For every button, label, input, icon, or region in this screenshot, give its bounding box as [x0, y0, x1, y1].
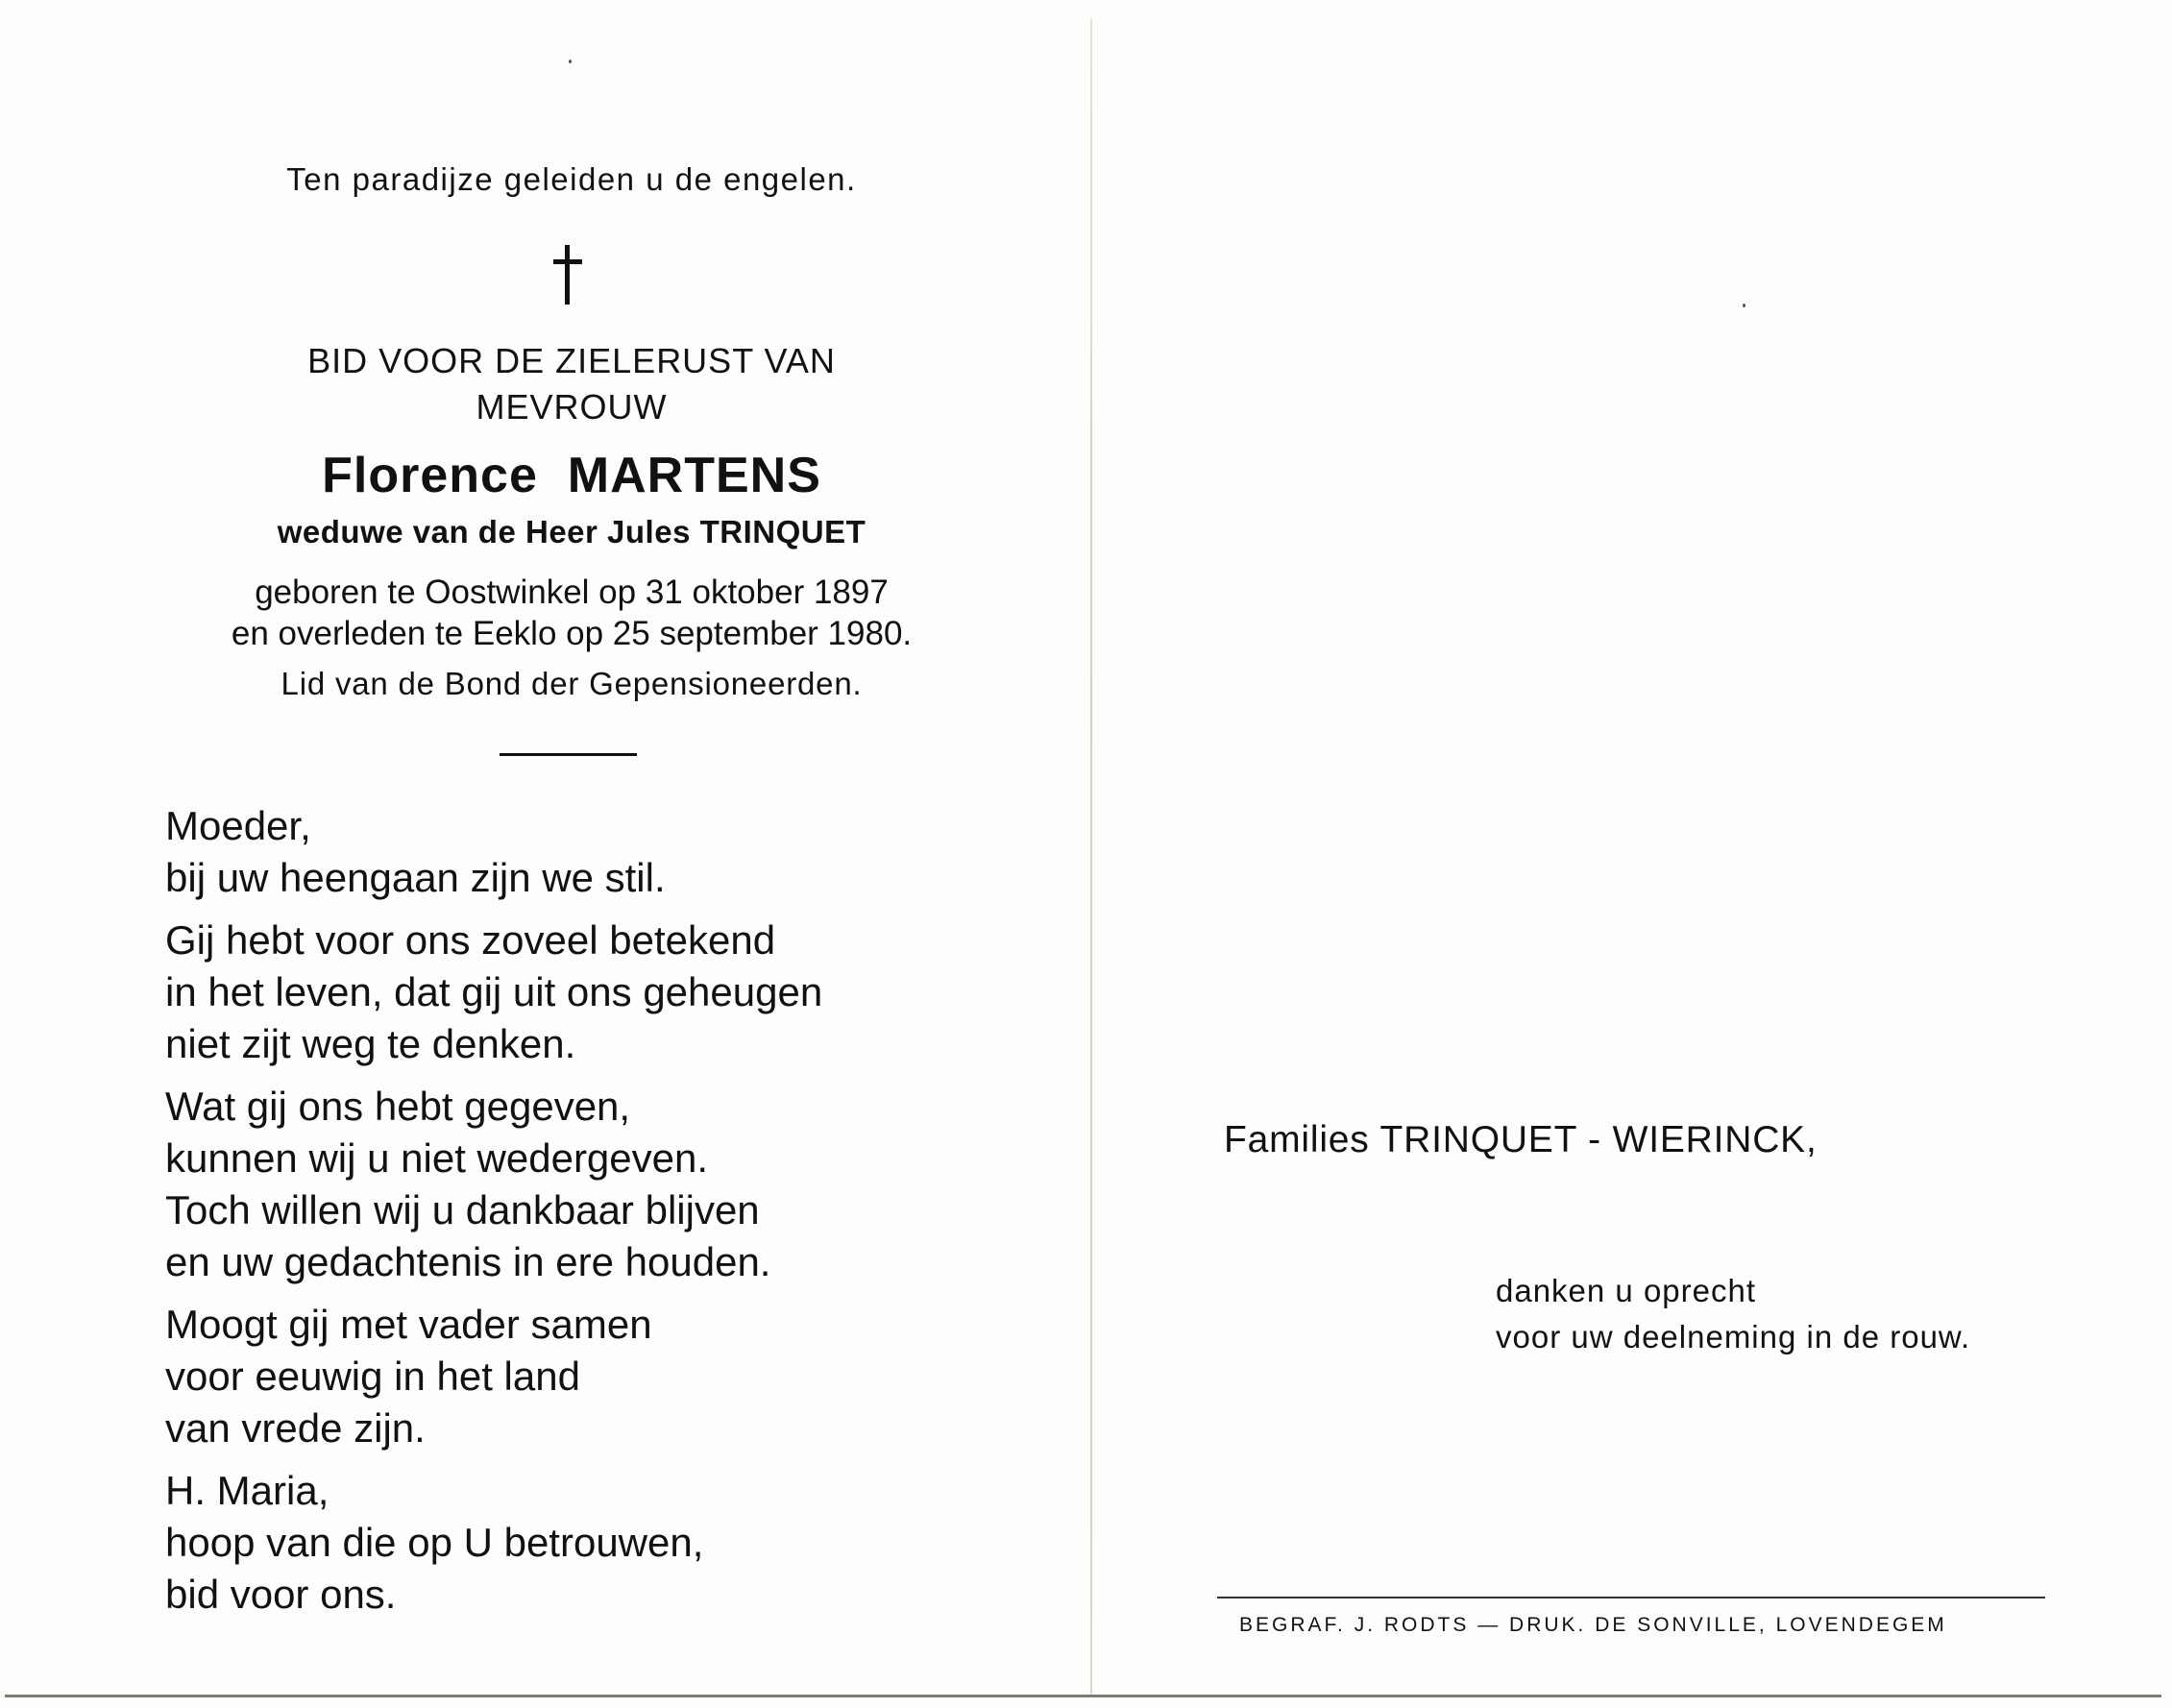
poem-line: bid voor ons.	[165, 1572, 397, 1617]
poem-line: Gij hebt voor ons zoveel betekend	[165, 917, 776, 963]
widow-of-line: weduwe van de Heer Jules TRINQUET	[277, 514, 866, 549]
thanks-line: danken u oprecht	[1496, 1273, 1757, 1308]
poem-line: voor eeuwig in het land	[165, 1354, 580, 1399]
footer-rule	[1217, 1597, 2045, 1598]
latin-cross-icon	[553, 245, 582, 305]
section-divider	[500, 753, 637, 756]
poem-stanza	[165, 1081, 822, 1288]
poem-stanza	[165, 800, 822, 904]
poem-line: van vrede zijn.	[165, 1405, 426, 1451]
poem-line: H. Maria,	[165, 1468, 329, 1513]
deceased-last-name: MARTENS	[567, 448, 821, 503]
poem-stanza	[165, 1465, 822, 1621]
membership-line: Lid van de Bond der Gepensioneerden.	[281, 666, 863, 701]
birth-line: geboren te Oostwinkel op 31 oktober 1897	[255, 573, 889, 611]
right-panel	[1092, 0, 2172, 1691]
card-bottom-edge	[5, 1695, 2161, 1697]
deceased-first-name: Florence	[322, 448, 538, 503]
honorific-title: MEVROUW	[476, 387, 668, 427]
thanks-line: voor uw deelneming in de rouw.	[1496, 1319, 1971, 1354]
ink-speck	[1743, 304, 1745, 307]
poem-stanza	[165, 1299, 822, 1454]
poem-line: niet zijt weg te denken.	[165, 1021, 576, 1066]
poem-line: Toch willen wij u dankbaar blijven	[165, 1187, 760, 1232]
poem-line: Moeder,	[165, 803, 311, 848]
families-line: Families TRINQUET - WIERINCK,	[1224, 1119, 1818, 1160]
poem-line: hoop van die op U betrouwen,	[165, 1520, 704, 1565]
cross-vertical-bar	[565, 245, 570, 305]
poem-line: Moogt gij met vader samen	[165, 1302, 652, 1347]
cross-horizontal-bar	[553, 259, 582, 264]
poem	[165, 800, 822, 1631]
printer-credit: BEGRAF. J. RODTS — DRUK. DE SONVILLE, LOVENDEGEM	[1239, 1614, 1947, 1636]
deceased-name	[0, 447, 1143, 504]
poem-line: en uw gedachtenis in ere houden.	[165, 1239, 771, 1284]
poem-line: kunnen wij u niet wedergeven.	[165, 1135, 709, 1181]
left-panel	[0, 0, 1090, 1691]
ink-speck	[569, 60, 572, 63]
motto-text: Ten paradijze geleiden u de engelen.	[286, 161, 857, 197]
poem-line: Wat gij ons hebt gegeven,	[165, 1084, 631, 1129]
prayer-heading: BID VOOR DE ZIELERUST VAN	[307, 341, 836, 380]
thanks-text	[1496, 1268, 1970, 1360]
poem-stanza	[165, 915, 822, 1070]
death-line: en overleden te Eeklo op 25 september 1980.	[231, 615, 913, 652]
poem-line: bij uw heengaan zijn we stil.	[165, 855, 666, 900]
poem-line: in het leven, dat gij uit ons geheugen	[165, 969, 823, 1014]
